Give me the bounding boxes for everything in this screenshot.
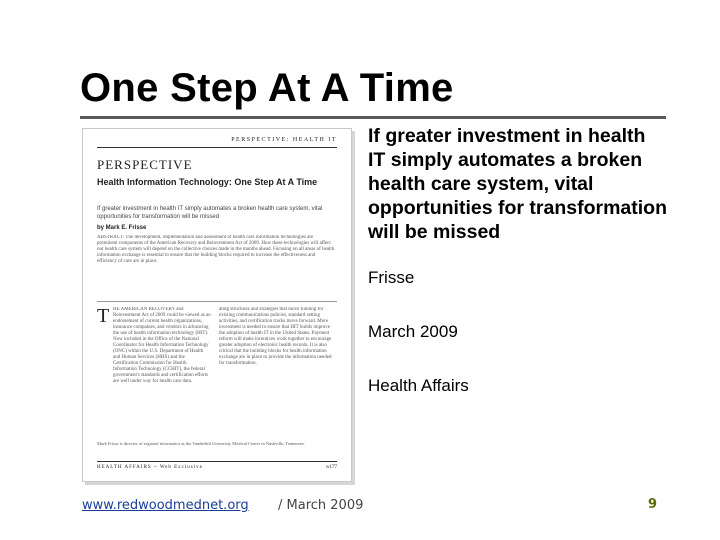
article-column-2: ating structures and strategies that move funding for existing communications policies, standard setting activities, and certification tracks move forward. More investment is needed to ensure that HIT builds improve the adoption of health IT in the United States. Payment reform will make incentives work together to encourage greater adoption of electronic health records. It is also critical that the building blocks for health information exchange are in place to provide the information needed for transformation. [219,307,332,366]
article-footer-journal: HEALTH AFFAIRS ~ Web Exclusive [97,465,203,470]
article-footer-page: w177 [325,465,337,470]
footer-url-link[interactable]: www.redwoodmednet.org [82,498,249,513]
article-thumbnail [82,128,352,482]
article-footer-rule [97,461,337,462]
slide-title: One Step At A Time [80,66,454,110]
title-underline [80,116,666,119]
author-point: Frisse [368,268,415,287]
article-abstract: ABSTRACT: The development, implementation and assessment of health care information technologies are prominent components of the American Recovery and Reinvestment Act of 2009. How these technologies will affect our health care system will depend on the collective choices made in the months ahead. Focusing on all areas of health information exchange is essential to ensure that the building blocks required to increase the effectiveness and efficiency of care are in place. [97,235,335,264]
page-number: 9 [648,497,658,512]
date-point: March 2009 [368,322,458,341]
article-dek: If greater investment in health IT simply automates a broken health care system, vital opportunities for transformation will be missed [97,206,323,220]
article-headline: Health Information Technology: One Step At A Time [97,177,318,187]
bullet-points [368,124,668,428]
article-footnote: Mark Frisse is director of regional informatics at the Vanderbilt University Medical Center in Nashville, Tennessee. [97,441,305,446]
journal-point: Health Affairs [368,376,469,395]
main-point: If greater investment in health IT simply automates a broken health care system, vital opportunities for transformation will be missed [368,125,667,243]
article-drop-cap: T [97,305,110,327]
footer-date: / March 2009 [278,498,364,513]
article-section: PERSPECTIVE [97,157,193,172]
article-author: by Mark E. Frisse [97,225,147,231]
article-body-rule [97,301,337,302]
article-column-1: HE AMERICAN RECOVERY and Reinvestment Act of 2009 could be viewed as an endorsement of current health organizations, insurance companies, and vendors in advancing the use of health information technology (HIT). Now included in the Office of the National Coordinator for Health Information Technology (ONC) within the U.S. Department of Health and Human Services (HHS) and the Certification Commission for Health Information Technology (CCHIT), the federal government's standards and certification efforts are well under way for health care data. [113,307,211,384]
article-header-rule [97,147,337,148]
article-running-head: PERSPECTIVE: HEALTH IT [231,137,337,143]
